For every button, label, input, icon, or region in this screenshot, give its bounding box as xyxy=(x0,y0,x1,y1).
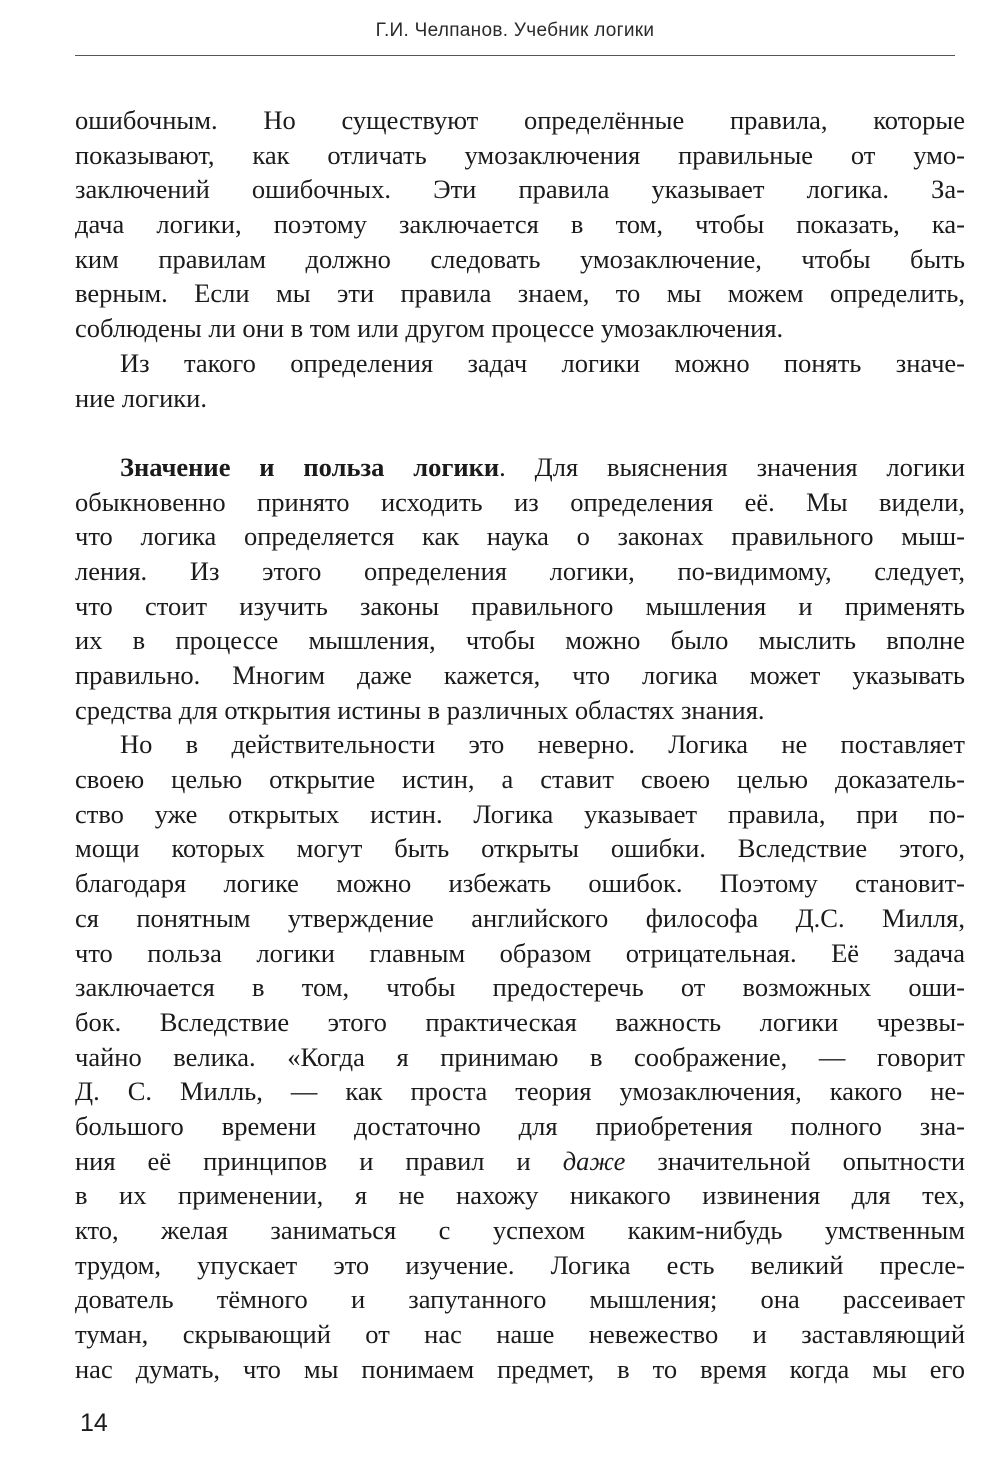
section-gap xyxy=(75,415,965,450)
text-line: ким правилам должно следовать умозаключение, чтобы быть xyxy=(75,243,965,274)
text-line: заключается в том, чтобы предостеречь от возможных оши- xyxy=(75,972,965,1003)
text-line: нас думать, что мы понимаем предмет, в то время когда мы его xyxy=(75,1353,965,1384)
text-line: Д. С. Милль, — как проста теория умозаключения, какого не- xyxy=(75,1076,965,1107)
text-line: дача логики, поэтому заключается в том, чтобы показать, ка- xyxy=(75,209,965,240)
text-line: ления. Из этого определения логики, по-видимому, следует, xyxy=(75,555,965,586)
text-line: дователь тёмного и запутанного мышления; она рассеивает xyxy=(75,1284,965,1315)
text-line: Но в действительности это неверно. Логика не поставляет xyxy=(120,729,965,760)
text-line: что польза логики главным образом отрицательная. Её задача xyxy=(75,937,965,968)
paragraph-4 xyxy=(75,727,965,1386)
italic-emphasis: даже xyxy=(562,1145,626,1176)
text-line: средства для открытия истины в различных областях знания. xyxy=(75,694,765,725)
text-line: благодаря логике можно избежать ошибок. Поэтому становит- xyxy=(75,868,965,899)
text-line: ство уже открытых истин. Логика указывает правила, при по- xyxy=(75,798,965,829)
text-run: . Для выяснения значения логики xyxy=(499,451,965,482)
page-number: 14 xyxy=(80,1409,108,1437)
text-line: правильно. Многим даже кажется, что логика может указывать xyxy=(75,660,965,690)
text-line: большого времени достаточно для приобретения полного зна- xyxy=(75,1110,965,1141)
text-line: в их применении, я не нахожу никакого извинения для тех, xyxy=(75,1180,965,1211)
running-header: Г.И. Челпанов. Учебник логики xyxy=(375,20,655,41)
text-line: бок. Вследствие этого практическая важность логики чрезвы- xyxy=(75,1006,965,1037)
text-line: обыкновенно принято исходить из определения её. Мы видели, xyxy=(75,486,965,517)
text-line: мощи которых могут быть открыты ошибки. Вследствие этого, xyxy=(75,833,965,864)
text-line: соблюдены ли они в том или другом процессе умозаключения. xyxy=(75,313,784,344)
text-run: значительной опытности xyxy=(625,1145,965,1176)
paragraph-2 xyxy=(75,346,965,415)
paragraph-3 xyxy=(75,450,965,728)
text-line: ся понятным утверждение английского философа Д.С. Милля, xyxy=(75,902,965,933)
text-line: ние логики. xyxy=(75,382,207,413)
text-line xyxy=(75,450,965,485)
header-rule xyxy=(75,55,955,56)
text-line: что логика определяется как наука о законах правильного мыш- xyxy=(75,521,965,552)
text-line: своею целью открытие истин, а ставит своею целью доказатель- xyxy=(75,764,965,795)
section-heading: Значение и польза логики xyxy=(120,451,500,482)
text-line: их в процессе мышления, чтобы можно было мыслить вполне xyxy=(75,625,965,656)
text-line: туман, скрывающий от нас наше невежество и заставляющий xyxy=(75,1319,965,1350)
text-line: чайно велика. «Когда я принимаю в соображение, — говорит xyxy=(75,1041,965,1072)
text-line: Из такого определения задач логики можно понять значе- xyxy=(120,347,965,378)
text-line: трудом, упускает это изучение. Логика есть великий пресле- xyxy=(75,1249,965,1280)
paragraph-1 xyxy=(75,103,965,346)
text-line: что стоит изучить законы правильного мышления и применять xyxy=(75,590,965,621)
text-line: верным. Если мы эти правила знаем, то мы можем определить, xyxy=(75,278,965,309)
text-line: заключений ошибочных. Эти правила указывает логика. За- xyxy=(75,174,965,205)
text-line xyxy=(75,1144,965,1179)
text-run: ния её принципов и правил и xyxy=(75,1145,563,1176)
page-body xyxy=(75,103,965,1386)
text-line: показывают, как отличать умозаключения правильные от умо- xyxy=(75,139,965,170)
text-line: ошибочным. Но существуют определённые правила, которые xyxy=(75,105,965,135)
text-line: кто, желая заниматься с успехом каким-нибудь умственным xyxy=(75,1215,965,1245)
